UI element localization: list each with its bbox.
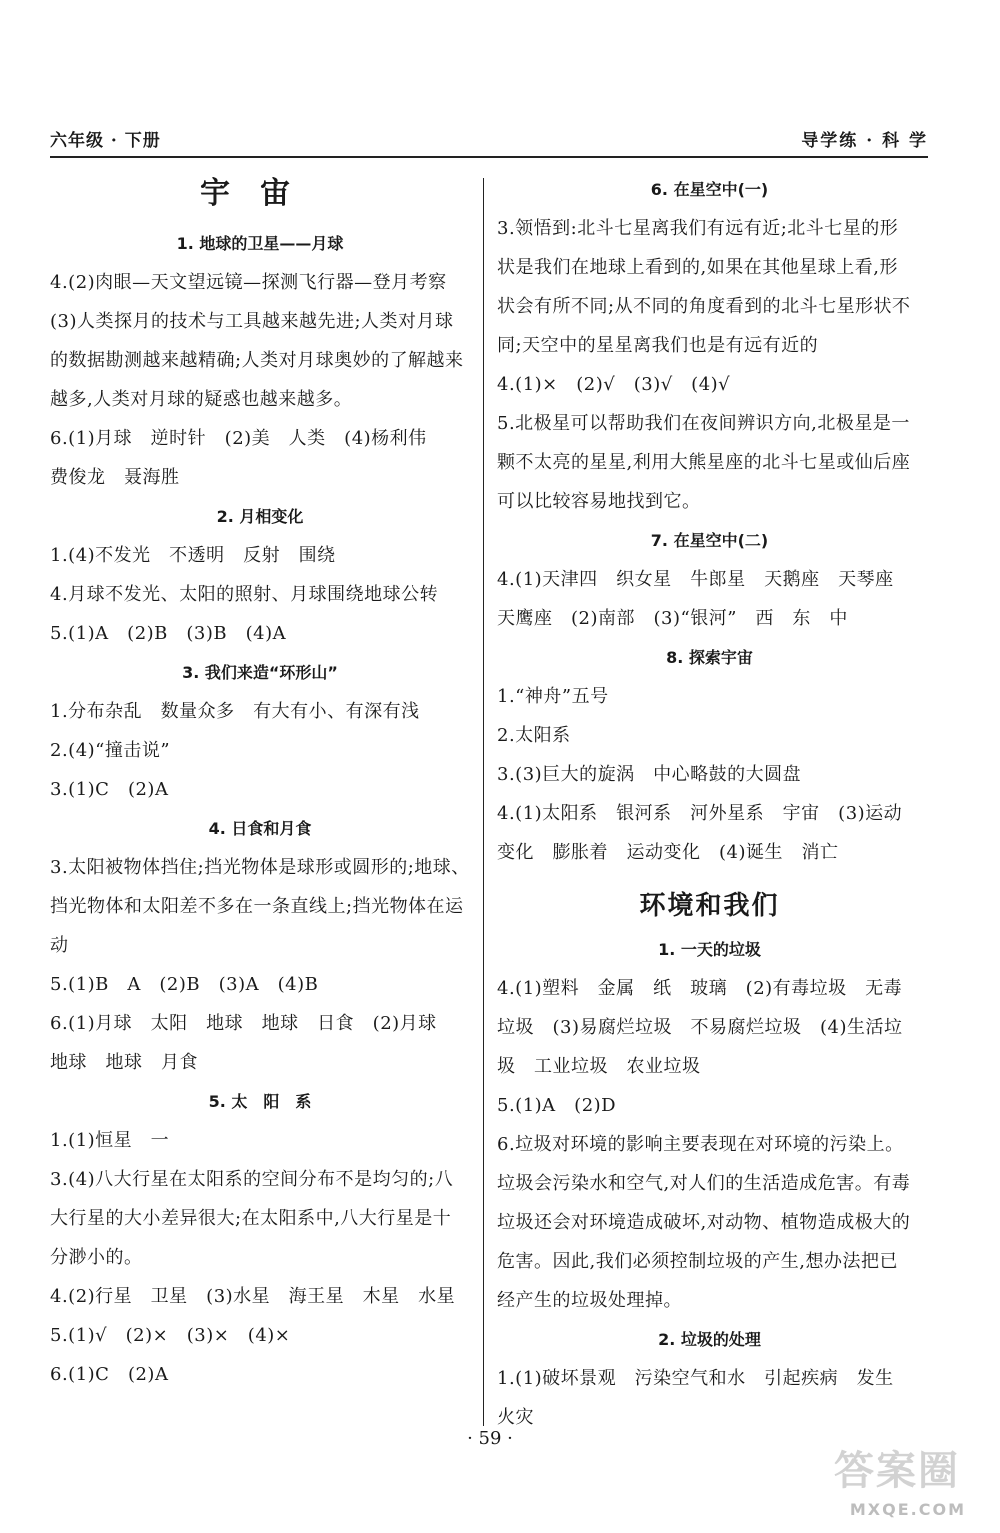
- header-grade: 六年级 · 下册: [50, 131, 161, 151]
- answer-line: 1.(1)破坏景观 污染空气和水 引起疾病 发生: [497, 1368, 894, 1389]
- lesson-title: 1. 一天的垃圾: [658, 940, 761, 959]
- answer-line: 垃圾还会对环境造成破坏,对动物、植物造成极大的: [497, 1212, 911, 1233]
- answer-line: 垃圾 (3)易腐烂垃圾 不易腐烂垃圾 (4)生活垃: [497, 1017, 903, 1038]
- lesson-title: 4. 日食和月食: [208, 819, 312, 838]
- answer-line: 垃圾会污染水和空气,对人们的生活造成危害。有毒: [497, 1173, 911, 1194]
- answer-line: 4.(2)肉眼—天文望远镜—探测飞行器—登月考察: [50, 272, 447, 293]
- section-title: 环境和我们: [639, 891, 780, 921]
- watermark-url: MXQE.COM: [849, 1500, 966, 1519]
- answer-line: 3.领悟到:北斗七星离我们有远有近;北斗七星的形: [497, 218, 899, 239]
- answer-line: 6.(1)月球 逆时针 (2)美 人类 (4)杨利伟: [50, 428, 427, 449]
- answer-line: 3.太阳被物体挡住;挡光物体是球形或圆形的;地球、: [50, 857, 470, 878]
- answer-line: 分渺小的。: [50, 1247, 143, 1268]
- answer-line: 大行星的大小差异很大;在太阳系中,八大行星是十: [50, 1208, 452, 1229]
- answer-line: 4.(2)行星 卫星 (3)水星 海王星 木星 水星: [50, 1286, 456, 1307]
- answer-line: 3.(1)C (2)A: [50, 779, 169, 800]
- answer-line: 的数据勘测越来越精确;人类对月球奥妙的了解越来: [50, 350, 464, 371]
- column-divider: [483, 178, 484, 1426]
- answer-line: 5.(1)A (2)B (3)B (4)A: [50, 623, 287, 644]
- page-header: [50, 126, 928, 158]
- left-column: [50, 170, 470, 1394]
- answer-line: 4.(1)× (2)√ (3)√ (4)√: [497, 374, 731, 395]
- answer-line: 可以比较容易地找到它。: [497, 491, 701, 512]
- answer-line: 2.(4)“撞击说”: [50, 740, 171, 761]
- page-number: · 59 ·: [467, 1428, 513, 1449]
- lesson-title: 3. 我们来造“环形山”: [182, 663, 338, 682]
- answer-line: 6.(1)C (2)A: [50, 1364, 169, 1385]
- answer-line: 越多,人类对月球的疑惑也越来越多。: [50, 389, 353, 410]
- answer-line: 3.(4)八大行星在太阳系的空间分布不是均匀的;八: [50, 1169, 454, 1190]
- answer-line: 2.太阳系: [497, 725, 571, 746]
- answer-line: 状会有所不同;从不同的角度看到的北斗七星形状不: [497, 296, 911, 317]
- answer-line: 4.(1)天津四 织女星 牛郎星 天鹅座 天琴座: [497, 569, 894, 590]
- answer-line: 天鹰座 (2)南部 (3)“银河” 西 东 中: [497, 608, 848, 629]
- lesson-title: 2. 垃圾的处理: [658, 1330, 761, 1349]
- watermark-big: 答案圈: [834, 1448, 960, 1494]
- header-series: 导学练 · 科 学: [801, 131, 928, 151]
- answer-line: 圾 工业垃圾 农业垃圾: [497, 1056, 701, 1077]
- answer-line: 5.(1)A (2)D: [497, 1095, 617, 1116]
- section-title: 宇宙: [200, 176, 320, 211]
- answer-line: 挡光物体和太阳差不多在一条直线上;挡光物体在运: [50, 896, 464, 917]
- answer-line: 经产生的垃圾处理掉。: [497, 1290, 682, 1311]
- answer-line: 同;天空中的星星离我们也是有远有近的: [497, 335, 819, 356]
- answer-line: 颗不太亮的星星,利用大熊星座的北斗七星或仙后座: [497, 452, 911, 473]
- answer-line: 变化 膨胀着 运动变化 (4)诞生 消亡: [497, 842, 839, 863]
- answer-line: 4.(1)太阳系 银河系 河外星系 宇宙 (3)运动: [497, 803, 903, 824]
- lesson-title: 6. 在星空中(一): [650, 180, 769, 199]
- answer-line: 1.(4)不发光 不透明 反射 围绕: [50, 545, 336, 566]
- lesson-title: 8. 探索宇宙: [666, 648, 753, 667]
- lesson-title: 7. 在星空中(二): [650, 531, 769, 550]
- answer-line: 1.分布杂乱 数量众多 有大有小、有深有浅: [50, 701, 420, 722]
- lesson-title: 5. 太 阳 系: [208, 1092, 312, 1111]
- lesson-title: 2. 月相变化: [216, 507, 304, 526]
- answer-line: 费俊龙 聂海胜: [50, 467, 180, 488]
- answer-line: 5.(1)√ (2)× (3)× (4)×: [50, 1325, 291, 1346]
- answer-line: 6.垃圾对环境的影响主要表现在对环境的污染上。: [497, 1134, 904, 1155]
- right-column: [497, 170, 922, 1437]
- answer-line: 5.(1)B A (2)B (3)A (4)B: [50, 974, 319, 995]
- answer-line: 3.(3)巨大的旋涡 中心略鼓的大圆盘: [497, 764, 802, 785]
- answer-line: 1.“神舟”五号: [497, 686, 609, 707]
- answer-line: 危害。因此,我们必须控制垃圾的产生,想办法把已: [497, 1251, 898, 1272]
- lesson-title: 1. 地球的卫星——月球: [176, 234, 344, 253]
- answer-line: 动: [50, 935, 69, 956]
- answer-line: 4.月球不发光、太阳的照射、月球围绕地球公转: [50, 584, 439, 605]
- answer-line: 状是我们在地球上看到的,如果在其他星球上看,形: [497, 257, 898, 278]
- answer-line: 6.(1)月球 太阳 地球 地球 日食 (2)月球: [50, 1013, 437, 1034]
- answer-line: (3)人类探月的技术与工具越来越先进;人类对月球: [50, 311, 454, 332]
- answer-line: 1.(1)恒星 一: [50, 1130, 170, 1151]
- answer-line: 火灾: [497, 1407, 534, 1428]
- answer-line: 地球 地球 月食: [50, 1052, 198, 1073]
- answer-line: 5.北极星可以帮助我们在夜间辨识方向,北极星是一: [497, 413, 910, 434]
- answer-line: 4.(1)塑料 金属 纸 玻璃 (2)有毒垃圾 无毒: [497, 978, 903, 999]
- watermark-logo: [802, 1439, 972, 1519]
